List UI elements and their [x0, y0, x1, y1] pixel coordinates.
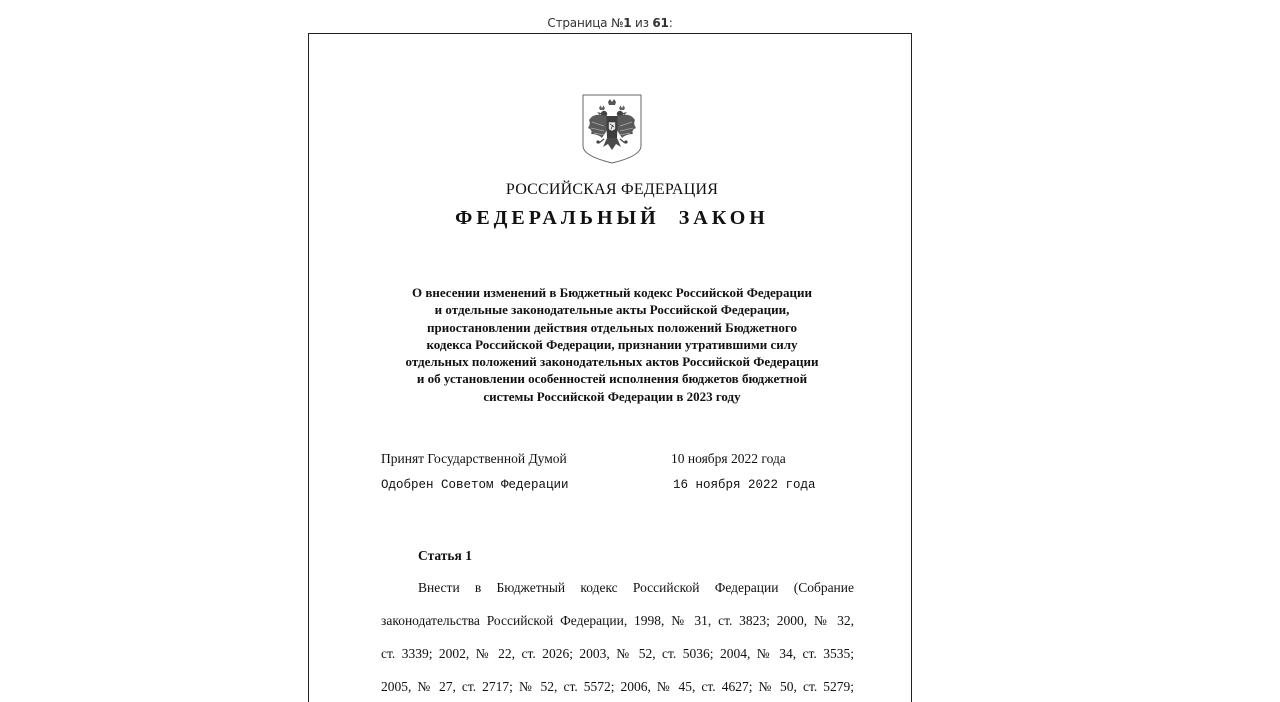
law-title-line: О внесении изменений в Бюджетный кодекс Российской Федерации — [411, 285, 813, 300]
body-text-line: ст. 3339; 2002, № 22, ст. 2026; 2003, № 52, ст. 5036; 2004, № 34, ст. 3535; — [381, 646, 854, 661]
law-title — [309, 284, 915, 405]
adoption-row-federation-council — [381, 478, 881, 492]
law-title-line: кодекса Российской Федерации, признании утратившими силу — [426, 336, 798, 352]
russian-coat-of-arms-icon — [582, 94, 642, 164]
adoption-date: 16 ноября 2022 года — [673, 478, 816, 492]
law-title-line: системы Российской Федерации в 2023 году — [483, 388, 741, 404]
law-title-line: и об установлении особенностей исполнения бюджетов бюджетной — [416, 371, 808, 387]
law-title-line: отдельных положений законодательных актов Российской Федерации — [405, 354, 819, 370]
law-title-line: и отдельные законодательные акты Российской Федерации, — [434, 302, 790, 318]
body-text-line: 2005, № 27, ст. 2717; № 52, ст. 5572; 2006, № 45, ст. 4627; № 50, ст. 5279; — [381, 679, 854, 694]
country-name: РОССИЙСКАЯ ФЕДЕРАЦИЯ — [505, 181, 719, 198]
page-suffix: : — [668, 16, 673, 30]
total-pages-number: 61 — [652, 16, 669, 30]
adoption-label: Принят Государственной Думой — [381, 451, 567, 466]
body-text-line: Внести в Бюджетный кодекс Российской Федерации (Собрание — [418, 580, 854, 595]
law-type-heading: ФЕДЕРАЛЬНЫЙ ЗАКОН — [455, 207, 769, 229]
page-prefix: Страница № — [547, 16, 624, 30]
adoption-label: Одобрен Советом Федерации — [381, 478, 569, 492]
adoption-row-duma — [381, 451, 881, 467]
current-page-number: 1 — [623, 16, 632, 30]
body-text-line: законодательства Российской Федерации, 1998, № 31, ст. 3823; 2000, № 32, — [381, 613, 854, 628]
adoption-date: 10 ноября 2022 года — [671, 451, 786, 466]
law-title-line: приостановлении действия отдельных положений Бюджетного — [427, 319, 797, 335]
article-heading: Статья 1 — [418, 548, 472, 563]
page-separator: из — [631, 16, 653, 30]
document-page — [308, 33, 912, 702]
page-indicator — [0, 16, 1220, 30]
